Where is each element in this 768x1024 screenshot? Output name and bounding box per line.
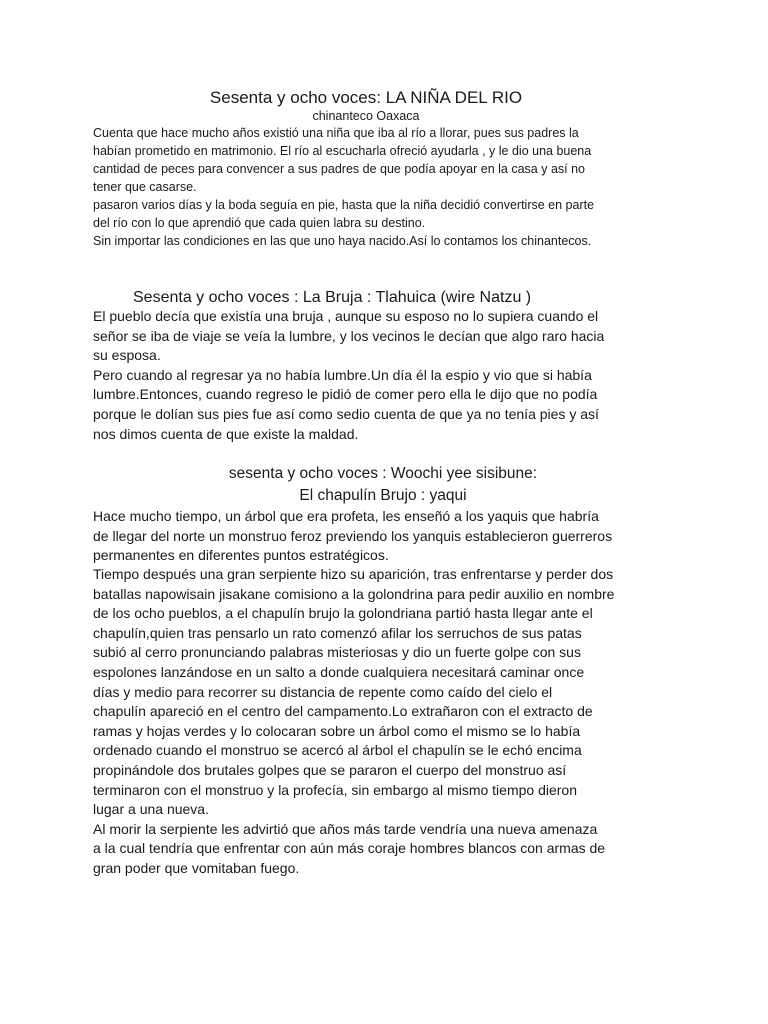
story-line: permanentes en diferentes puntos estratégicos. (93, 547, 389, 564)
story-line: chapulín,quien tras pensarlo un rato comenzó afilar los serruchos de sus patas (93, 624, 582, 641)
story-line: Al morir la serpiente les advirtió que años más tarde vendría una nueva amenaza (93, 820, 598, 837)
story-line: gran poder que vomitaban fuego. (93, 859, 300, 876)
story-3-title-line-1: sesenta y ocho voces : Woochi yee sisibune: (228, 465, 538, 482)
story-line: Sin importar las condiciones en las que uno haya nacido.Así lo contamos los chinantecos. (93, 234, 592, 248)
story-line: terminaron con el monstruo y la profecía, sin embargo al mismo tiempo dieron (93, 781, 577, 798)
story-line: cantidad de peces para convencer a sus padres de que podía apoyar en la casa y así no (93, 162, 585, 176)
story-1-title: Sesenta y ocho voces: LA NIÑA DEL RIO (209, 88, 523, 107)
story-line: Pero cuando al regresar ya no había lumbre.Un día él la espio y vio que si había (93, 366, 592, 383)
story-line: Tiempo después una gran serpiente hizo su aparición, tras enfrentarse y perder dos (93, 566, 614, 582)
story-3-title-line-2: El chapulín Brujo : yaqui (299, 487, 467, 504)
story-line: del río con lo que aprendió que cada quien labra su destino. (93, 216, 426, 230)
story-line: ramas y hojas verdes y lo colocaran sobre un árbol como el mismo se lo había (93, 722, 581, 739)
story-line: subió al cerro pronunciando palabras misteriosas y dio un fuerte golpe con sus (93, 644, 581, 661)
story-line: a la cual tendría que enfrentar con aún más coraje hombres blancos con armas de (93, 840, 606, 857)
story-1-body (93, 124, 673, 250)
story-line: habían prometido en matrimonio. El río al escucharla ofreció ayudarla , y le dio una buena (93, 144, 592, 158)
story-line: su esposa. (93, 347, 161, 364)
story-line: lumbre.Entonces, cuando regreso le pidió de comer pero ella le dijo que no podía (93, 386, 598, 403)
story-line: El pueblo decía que existía una bruja , aunque su esposo no lo supiera cuando el (93, 308, 599, 324)
story-3-paragraph-2 (93, 565, 673, 879)
story-line: días y medio para recorrer su distancia de repente como caído del cielo el (93, 683, 553, 700)
story-line: señor se iba de viaje se veía la lumbre, y los vecinos le decían que algo raro hacia (93, 327, 605, 344)
story-2-body (93, 307, 673, 444)
story-line: Cuenta que hace mucho años existió una niña que iba al río a llorar, pues sus padres la (93, 126, 579, 140)
story-line: nos dimos cuenta de que existe la maldad. (93, 425, 359, 442)
story-line: de los ocho pueblos, a el chapulín brujo la golondriana partió hasta llegar ante el (93, 605, 593, 622)
story-1-subtitle: chinanteco Oaxaca (312, 109, 420, 123)
story-line: pasaron varios días y la boda seguía en pie, hasta que la niña decidió convertirse en parte (93, 198, 595, 212)
story-line: porque le dolían sus pies fue así como sedio cuenta de que ya no tenía pies y así (93, 405, 599, 422)
story-line: Hace mucho tiempo, un árbol que era profeta, les enseñó a los yaquis que habría (93, 508, 599, 524)
story-line: propinándole dos brutales golpes que se pararon el cuerpo del monstruo así (93, 761, 567, 778)
story-line: batallas napowisain jisakane comisiono a la golondrina para pedir auxilio en nombre (93, 585, 615, 602)
story-2-title: Sesenta y ocho voces : La Bruja : Tlahuica (wire Natzu ) (133, 289, 532, 306)
story-line: espolones lanzándose en un salto a donde cualquiera necesitará caminar once (93, 663, 585, 680)
story-3-paragraph-1 (93, 507, 673, 566)
story-line: lugar a una nueva. (93, 801, 209, 818)
story-line: chapulín apareció en el centro del campamento.Lo extrañaron con el extracto de (93, 703, 593, 720)
story-line: ordenado cuando el monstruo se acercó al árbol el chapulín se le echó encima (93, 742, 582, 759)
story-line: tener que casarse. (93, 180, 197, 194)
story-line: de llegar del norte un monstruo feroz previendo los yanquis establecieron guerreros (93, 527, 613, 544)
